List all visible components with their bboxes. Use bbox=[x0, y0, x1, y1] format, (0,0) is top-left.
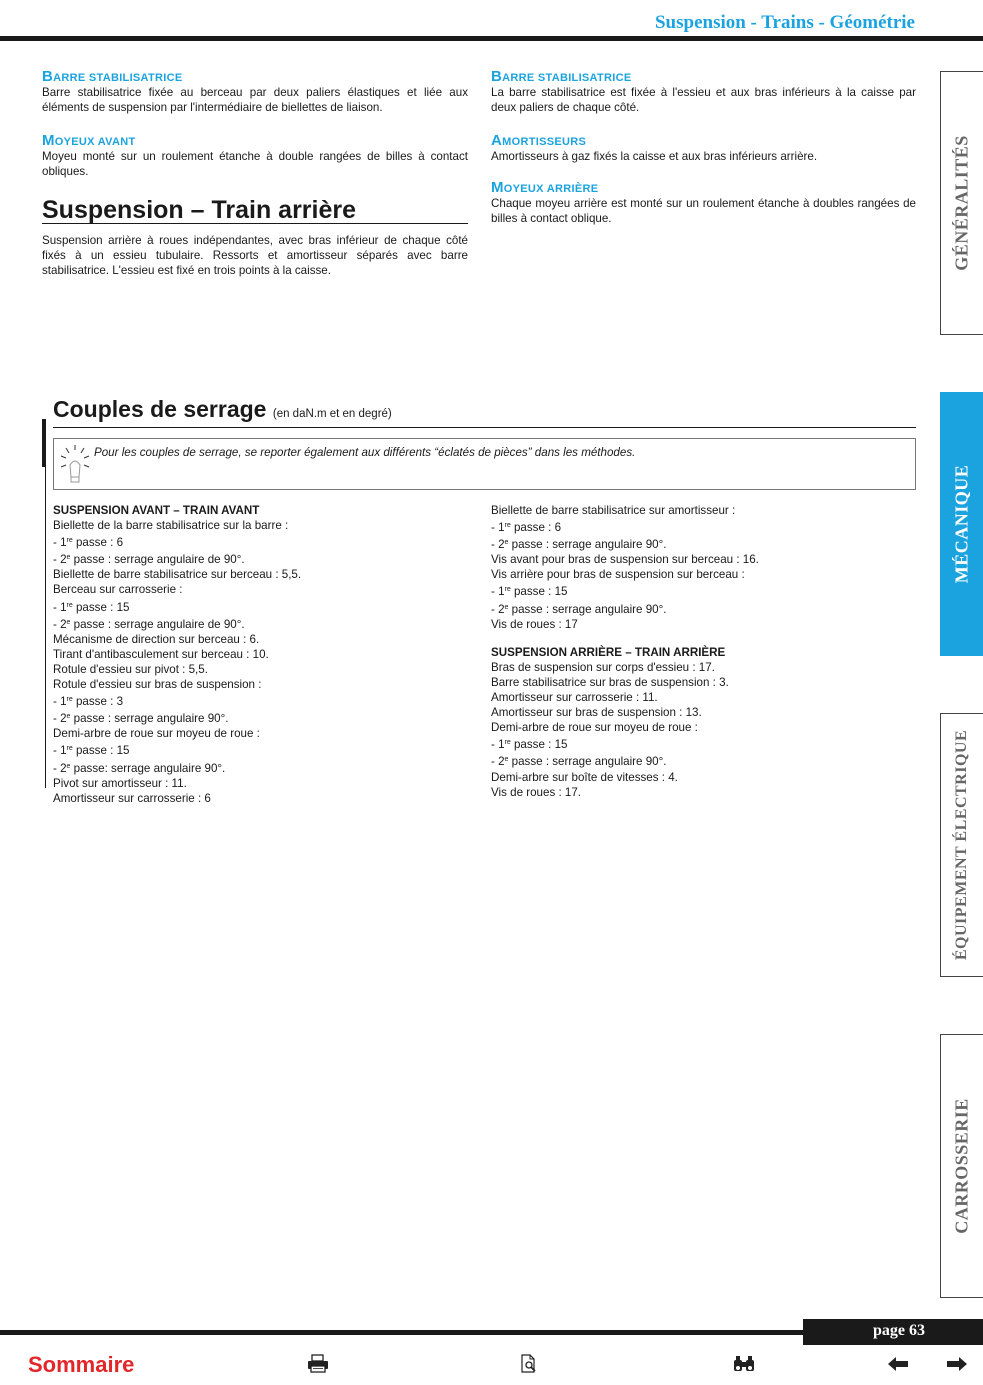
torque-line: Demi-arbre de roue sur moyeu de roue : bbox=[53, 727, 260, 741]
page-number: page 63 bbox=[873, 1322, 925, 1339]
torque-line: Biellette de barre stabilisatrice sur berceau : 5,5. bbox=[53, 568, 302, 582]
arrow-right-icon[interactable] bbox=[946, 1356, 968, 1372]
sommaire-link[interactable]: Sommaire bbox=[28, 1352, 135, 1377]
suspension-arriere-intro: Suspension arrière à roues indépendantes, avec bras inférieur de chaque côté fixés à un essieu tubulaire. Ressorts et amortisseur séparés avec barre stabilisatrice. L'essieu est fixé en trois points à la caisse. bbox=[42, 234, 468, 277]
note-text: Pour les couples de serrage, se reporter également aux différents “éclatés de pièces” dans les méthodes. bbox=[94, 446, 636, 459]
torque-right-list bbox=[491, 503, 916, 800]
tab-mecanique-label: MÉCANIQUE bbox=[951, 464, 972, 584]
left-column bbox=[42, 70, 468, 278]
torque-line: - 1re passe : 15 bbox=[53, 600, 130, 614]
torque-line: Tirant d'antibasculement sur berceau : 10. bbox=[53, 647, 269, 661]
torque-line: - 1re passe : 15 bbox=[491, 738, 568, 752]
tab-mecanique[interactable] bbox=[940, 392, 983, 656]
torque-line: Vis de roues : 17. bbox=[491, 785, 582, 799]
torque-line: - 2e passe : serrage angulaire 90°. bbox=[491, 538, 667, 552]
moyeux-arriere-text: Chaque moyeu arrière est monté sur un roulement étanche à doubles rangées de billes à contact oblique. bbox=[491, 197, 916, 225]
torque-line: Vis avant pour bras de suspension sur berceau : 16. bbox=[491, 553, 759, 567]
spacer bbox=[491, 632, 916, 645]
torque-line: Mécanisme de direction sur berceau : 6. bbox=[53, 632, 260, 646]
torque-line: Barre stabilisatrice sur bras de suspension : 3. bbox=[491, 675, 729, 689]
note-box bbox=[53, 438, 916, 490]
page-number-box bbox=[803, 1319, 983, 1345]
torque-arriere-heading: SUSPENSION ARRIÈRE – TRAIN ARRIÈRE bbox=[491, 645, 726, 659]
torque-line: Vis de roues : 17 bbox=[491, 617, 578, 631]
document-search-icon[interactable] bbox=[520, 1354, 538, 1374]
tab-generalites[interactable] bbox=[940, 71, 983, 335]
torque-line: Bras de suspension sur corps d'essieu : 17. bbox=[491, 660, 715, 674]
header-divider bbox=[0, 36, 983, 41]
torque-line: Demi-arbre sur boîte de vitesses : 4. bbox=[491, 770, 678, 784]
torque-line: Biellette de barre stabilisatrice sur amortisseur : bbox=[491, 504, 736, 517]
torque-line: - 1re passe : 3 bbox=[53, 695, 124, 709]
torque-avant-list bbox=[53, 503, 473, 806]
couples-subtitle: (en daN.m et en degré) bbox=[272, 408, 392, 420]
torque-right-lines bbox=[491, 503, 916, 632]
section-title-amortisseurs: AMORTISSEURS bbox=[491, 132, 587, 149]
section-title-moyeux-arriere: MOYEUX ARRIÈRE bbox=[491, 179, 599, 196]
tab-carrosserie-label: CARROSSERIE bbox=[951, 1098, 972, 1234]
barre-arriere-text: La barre stabilisatrice est fixée à l'essieu et aux bras inférieurs à la caisse par deux paliers de chaque côté. bbox=[491, 86, 916, 114]
torque-avant-heading: SUSPENSION AVANT – TRAIN AVANT bbox=[53, 504, 260, 517]
torque-line: Amortisseur sur bras de suspension : 13. bbox=[491, 706, 702, 720]
torque-line: - 2e passe : serrage angulaire 90°. bbox=[491, 755, 667, 769]
moyeux-avant-text: Moyeu monté sur un roulement étanche à double rangées de billes à contact obliques. bbox=[42, 150, 468, 178]
tab-carrosserie[interactable] bbox=[940, 1034, 983, 1298]
section-title-barre-avant: BARRE STABILISATRICE bbox=[42, 68, 183, 85]
torque-line: Biellette de la barre stabilisatrice sur la barre : bbox=[53, 519, 289, 533]
torque-line: Rotule d'essieu sur bras de suspension : bbox=[53, 678, 262, 692]
torque-line: Amortisseur sur carrosserie : 11. bbox=[491, 691, 658, 705]
torque-line: - 2e passe : serrage angulaire de 90°. bbox=[53, 553, 245, 567]
section-title-barre-arriere: BARRE STABILISATRICE bbox=[491, 68, 632, 85]
torque-line: Amortisseur sur carrosserie : 6 bbox=[53, 791, 211, 805]
right-column bbox=[491, 70, 916, 226]
torque-line: - 2e passe: serrage angulaire 90°. bbox=[53, 761, 226, 775]
torque-line: - 2e passe : serrage angulaire 90°. bbox=[53, 712, 229, 726]
binoculars-icon[interactable] bbox=[732, 1354, 756, 1374]
tab-equipement-electrique[interactable] bbox=[940, 713, 983, 977]
torque-line: - 2e passe : serrage angulaire de 90°. bbox=[53, 617, 245, 631]
torque-line: Demi-arbre de roue sur moyeu de roue : bbox=[491, 721, 698, 735]
torque-line: - 1re passe : 15 bbox=[491, 585, 568, 599]
torque-line: Pivot sur amortisseur : 11. bbox=[53, 776, 187, 790]
section-title-moyeux-avant: MOYEUX AVANT bbox=[42, 132, 136, 149]
barre-avant-text: Barre stabilisatrice fixée au berceau par deux paliers élastiques et liée aux éléments de suspension par l'intermédiaire de biellettes de liaison. bbox=[42, 86, 468, 114]
arrow-left-icon[interactable] bbox=[887, 1356, 909, 1372]
amortisseurs-text: Amortisseurs à gaz fixés la caisse et aux bras inférieurs arrière. bbox=[491, 150, 818, 163]
heading-suspension-train-arriere: Suspension – Train arrière bbox=[42, 197, 468, 224]
torque-line: Vis arrière pour bras de suspension sur berceau : bbox=[491, 568, 745, 582]
torque-line: - 1re passe : 6 bbox=[491, 521, 562, 535]
torque-line: - 2e passe : serrage angulaire 90°. bbox=[491, 602, 667, 616]
couples-title: Couples de serrage bbox=[53, 396, 267, 422]
section-marker-line bbox=[45, 419, 46, 788]
print-icon[interactable] bbox=[307, 1354, 329, 1374]
lightbulb-icon bbox=[58, 443, 92, 485]
torque-line: Berceau sur carrosserie : bbox=[53, 583, 183, 597]
heading-couples-de-serrage bbox=[53, 396, 916, 428]
page-header-title: Suspension - Trains - Géométrie bbox=[654, 12, 915, 33]
torque-arriere-lines bbox=[491, 660, 916, 800]
torque-line: Rotule d'essieu sur pivot : 5,5. bbox=[53, 662, 208, 676]
tab-generalites-label: GÉNÉRALITÉS bbox=[951, 135, 972, 271]
torque-line: - 1re passe : 15 bbox=[53, 744, 130, 758]
tab-equipement-electrique-label: ÉQUIPEMENT ÉLECTRIQUE bbox=[953, 729, 970, 961]
torque-line: - 1re passe : 6 bbox=[53, 536, 124, 550]
torque-avant-lines bbox=[53, 518, 473, 806]
